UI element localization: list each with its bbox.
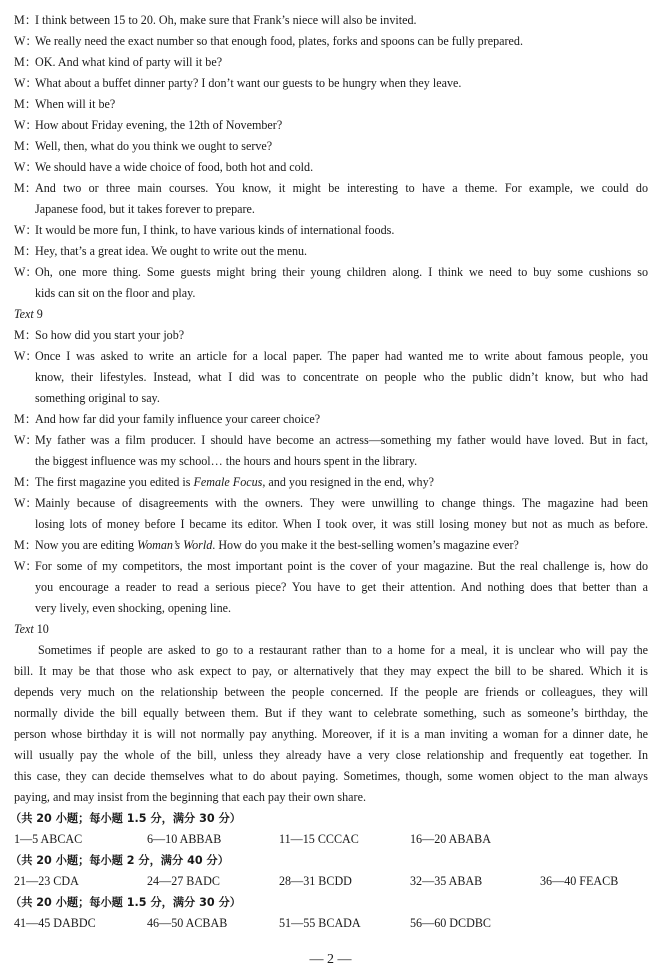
answer-group: 21—23 CDA (14, 874, 79, 888)
passage-line: will usually pay the whole of the bill, unless they already have a very close relationship and frequently eat together. In (14, 748, 648, 762)
section-header: （共 20 小题；每小题 1.5 分，满分 30 分） (10, 812, 241, 825)
answer-group: 46—50 ACBAB (147, 916, 228, 930)
page-number: — 2 — (309, 952, 352, 967)
dialogue-line: M：I think between 15 to 20. Oh, make sure that Frank’s niece will also be invited. (14, 13, 417, 27)
dialogue-line: W：What about a buffet dinner party? I don’t want our guests to be hungry when they leave. (14, 76, 462, 90)
dialogue-line: M：OK. And what kind of party will it be? (14, 55, 223, 69)
dialogue-line: M：And how far did your family influence your career choice? (14, 412, 321, 426)
section-header: （共 20 小题；每小题 2 分，满分 40 分） (10, 854, 229, 867)
answer-group: 32—35 ABAB (410, 874, 483, 888)
magazine-title: Female Focus (193, 475, 263, 489)
passage-line: depends very much on the relationship between the people concerned. If the people are friends or colleagues, they will (14, 685, 648, 699)
dialogue-line: M：Hey, that’s a great idea. We ought to write out the menu. (14, 244, 308, 258)
dialogue-line: M：Well, then, what do you think we ought to serve? (14, 139, 273, 153)
text10-heading: Text 10 (14, 622, 49, 636)
dialogue-line: W：Once I was asked to write an article for a local paper. The paper had wanted me to write about famous people, you (14, 349, 648, 363)
passage-line: person whose birthday it is will not normally pay anything. Moreover, if it is a man inviting a woman for a dinner date, he (14, 727, 648, 741)
magazine-title: Woman’s World (137, 538, 213, 552)
dialogue-line: W：We should have a wide choice of food, both hot and cold. (14, 160, 314, 174)
dialogue-line: W：For some of my competitors, the most important point is the cover of your magazine. But the real challenge is, how do (14, 559, 648, 573)
dialogue-continuation: very lively, even shocking, opening line. (35, 601, 232, 615)
passage-line: this case, they can decide themselves what to do about paying. Sometimes, though, some women object to the man always (14, 769, 648, 783)
dialogue-line: W：We really need the exact number so that enough food, plates, forks and spoons can be fully prepared. (14, 34, 523, 48)
dialogue-continuation: you encourage a reader to read a serious piece? You have to get their attention. And nothing does that better than a (35, 580, 648, 594)
answer-group: 24—27 BADC (147, 874, 220, 888)
text9-heading: Text 9 (14, 307, 43, 321)
answer-group: 41—45 DABDC (14, 916, 96, 930)
dialogue-line: M：So how did you start your job? (14, 328, 185, 342)
dialogue-line: M：The first magazine you edited is Female Focus, and you resigned in the end, why? (14, 475, 434, 489)
answer-group: 11—15 CCCAC (279, 832, 359, 846)
passage-line: Sometimes if people are asked to go to a restaurant rather than to a home for a meal, it is unclear who will pay the (38, 643, 648, 657)
dialogue-line: W：Mainly because of disagreements with the owners. They were unwilling to change things. The magazine had been (14, 496, 648, 510)
answer-group: 36—40 FEACB (540, 874, 619, 888)
passage-line: normally divide the bill equally between them. But if they want to celebrate something, such as someone’s birthday, the (14, 706, 648, 720)
dialogue-continuation: the biggest influence was my school… the hours and hours spent in the library. (35, 454, 418, 468)
dialogue-line: W：It would be more fun, I think, to have various kinds of international foods. (14, 223, 395, 237)
dialogue-continuation: kids can sit on the floor and play. (35, 286, 196, 300)
dialogue-line: M：When will it be? (14, 97, 116, 111)
dialogue-continuation: losing lots of money before I became its editor. When I took over, it was still losing money but not as much as before. (35, 517, 648, 531)
dialogue-line: M：And two or three main courses. You know, it might be interesting to have a theme. For example, we could do (14, 181, 648, 195)
dialogue-continuation: Japanese food, but it takes forever to prepare. (35, 202, 255, 216)
passage-line: bill. It may be that those who ask expect to pay, or alternatively that they may expect the bill to be shared. Which it is (14, 664, 648, 678)
answer-group: 28—31 BCDD (279, 874, 352, 888)
dialogue-line: M：Now you are editing Woman’s World. How do you make it the best-selling women’s magazine ever? (14, 538, 519, 552)
answer-group: 51—55 BCADA (279, 916, 361, 930)
answer-group: 16—20 ABABA (410, 832, 491, 846)
section-header: （共 20 小题；每小题 1.5 分，满分 30 分） (10, 896, 241, 909)
dialogue-continuation: something original to say. (35, 391, 160, 405)
passage-line: paying, and may insist from the beginning that each pay their own share. (14, 790, 366, 804)
answer-group: 6—10 ABBAB (147, 832, 222, 846)
answer-group: 1—5 ABCAC (14, 832, 83, 846)
dialogue-line: W：Oh, one more thing. Some guests might bring their young children along. I think we need to buy some cushions so (14, 265, 648, 279)
dialogue-line: W：My father was a film producer. I should have become an actress—something my father would have loved. But in fact, (14, 433, 648, 447)
dialogue-line: W：How about Friday evening, the 12th of November? (14, 118, 283, 132)
dialogue-continuation: know, their lifestyles. Instead, what I did was to concentrate on people who the public didn’t know, but who had (35, 370, 648, 384)
answer-group: 56—60 DCDBC (410, 916, 491, 930)
